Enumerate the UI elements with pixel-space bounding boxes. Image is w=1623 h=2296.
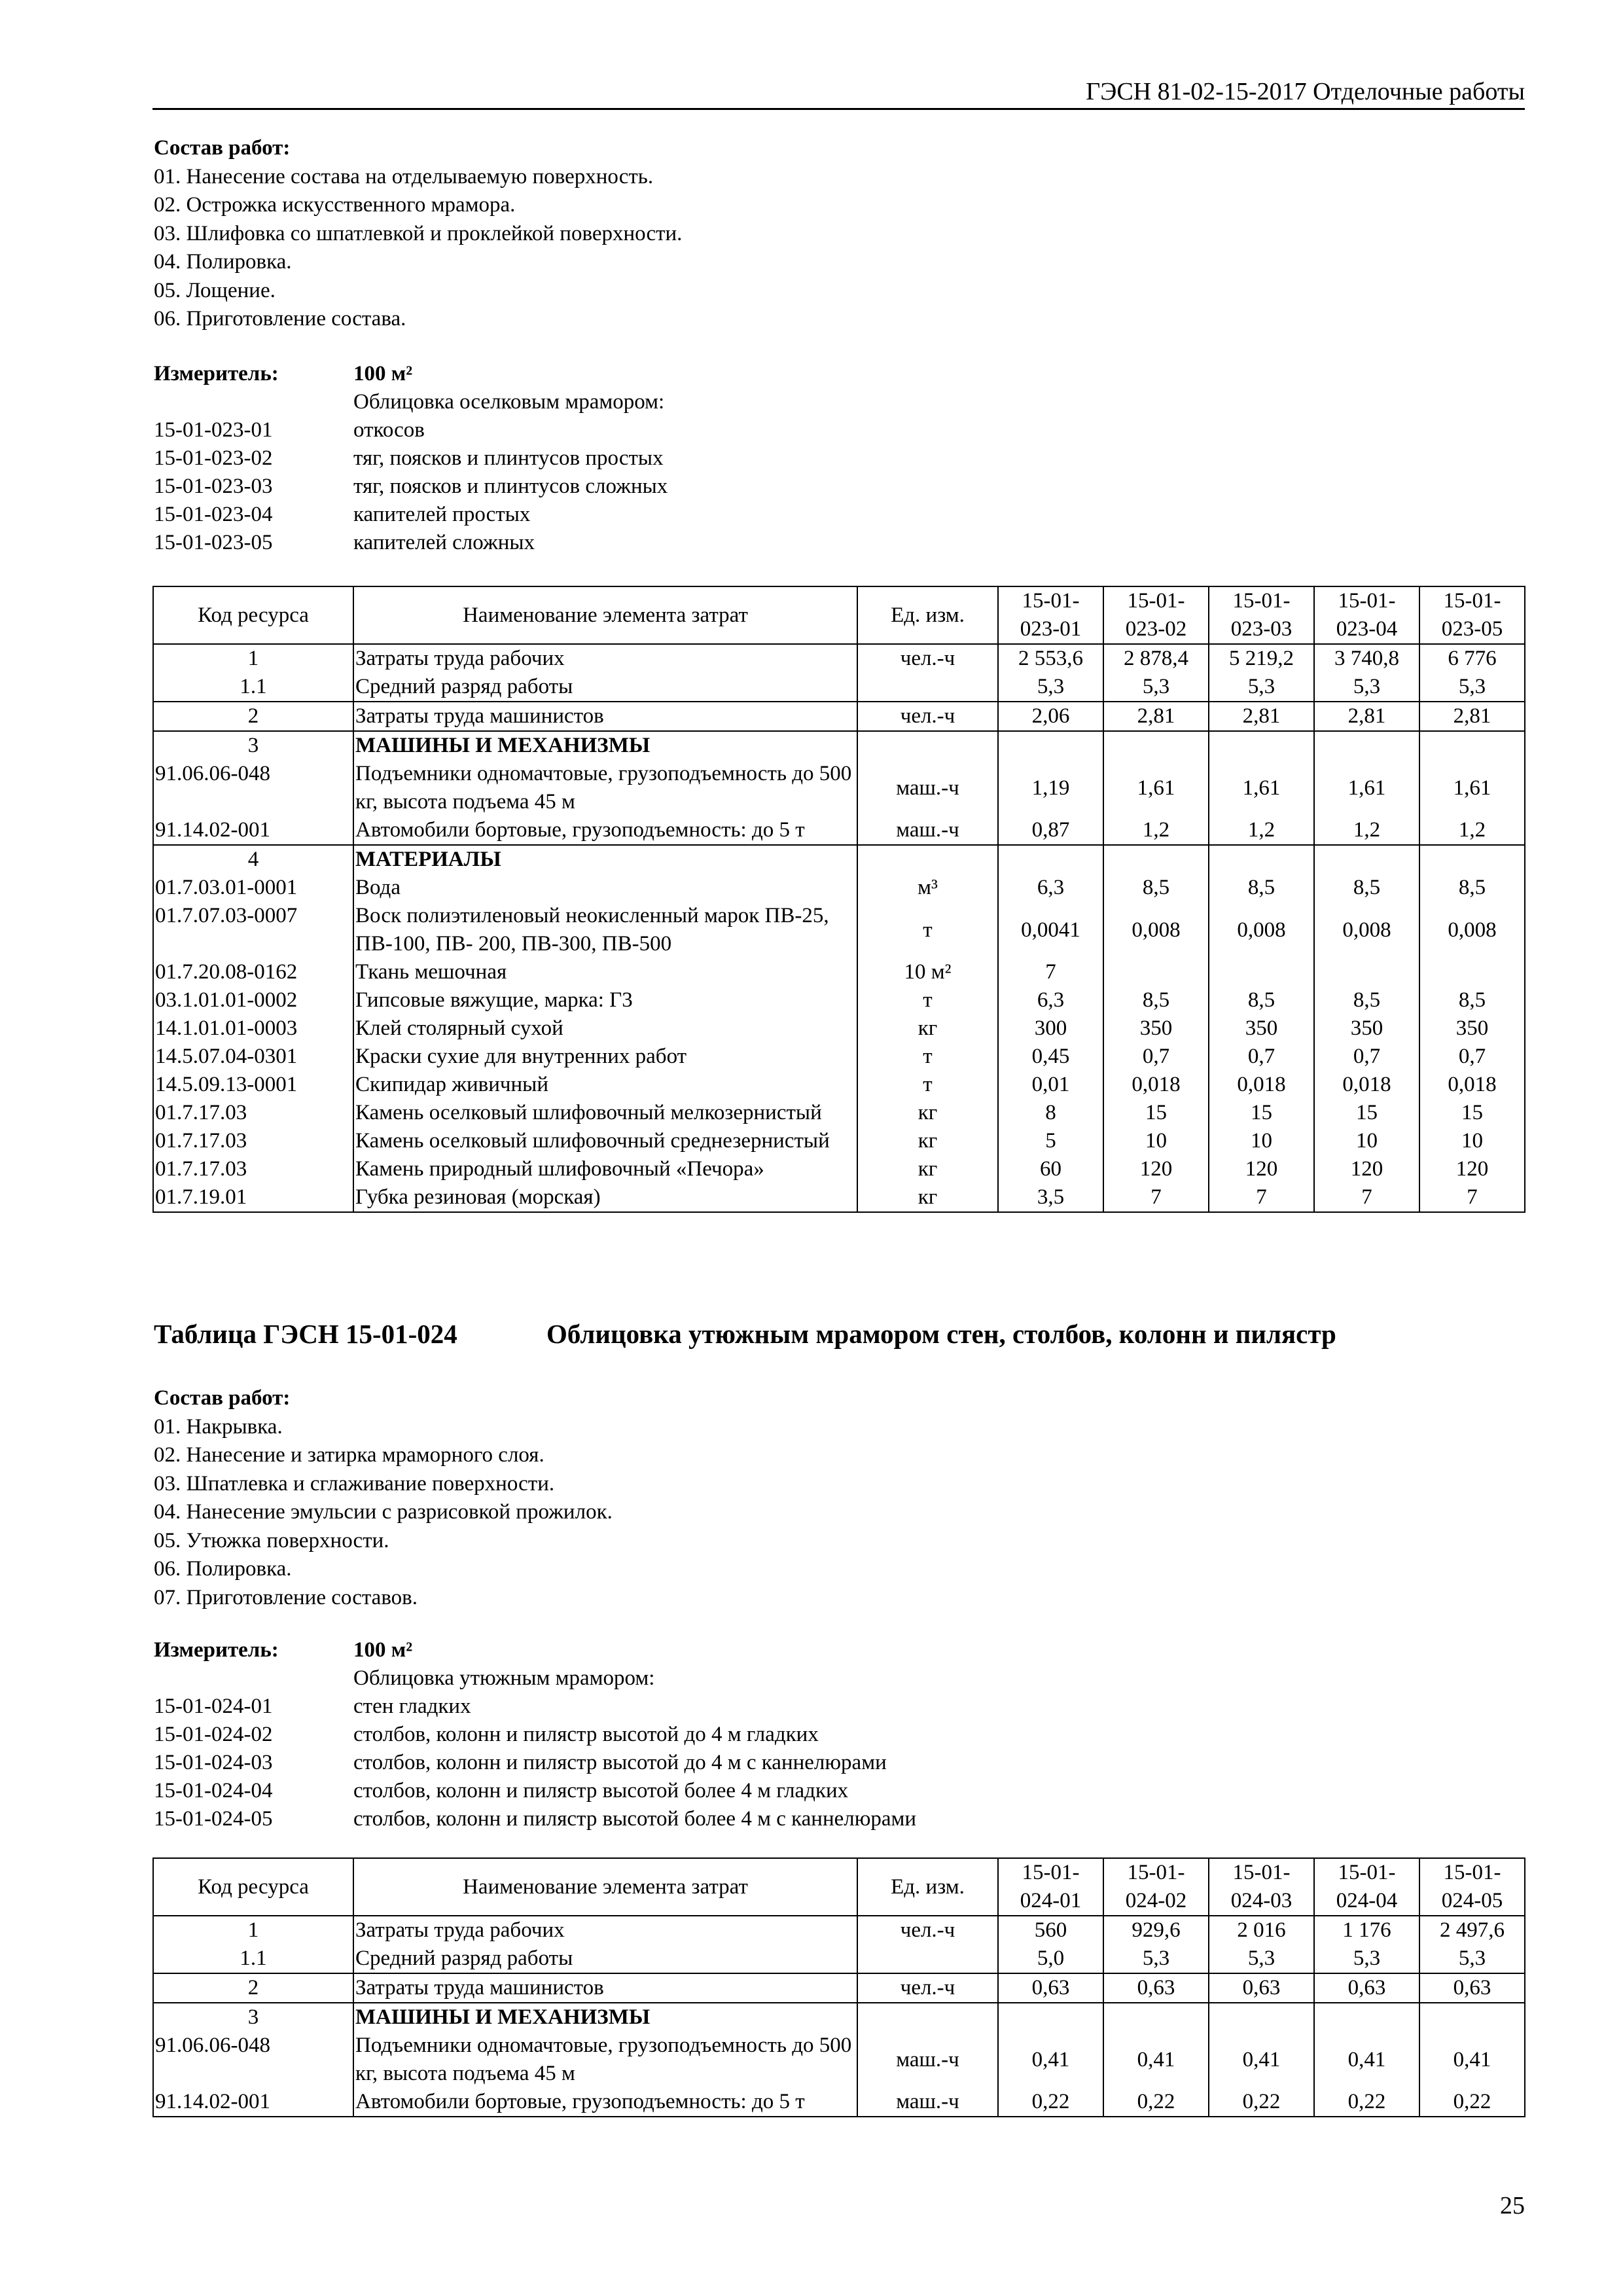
cell-value: 2,06 bbox=[998, 702, 1103, 731]
cell-name: Клей столярный сухой bbox=[353, 1014, 857, 1043]
cell-value bbox=[1314, 731, 1419, 760]
item-code: 15-01-024-04 bbox=[154, 1779, 273, 1803]
work-item: 06. Полировка. bbox=[154, 1557, 292, 1581]
cell-value: 120 bbox=[1314, 1155, 1419, 1183]
cell-value: 0,008 bbox=[1209, 902, 1314, 958]
cell-value bbox=[1419, 731, 1525, 760]
cell-code: 01.7.03.01-0001 bbox=[153, 874, 353, 902]
header-norm: 15-01- 023-01 bbox=[998, 586, 1103, 644]
cell-value: 8,5 bbox=[1314, 986, 1419, 1014]
cell-value bbox=[1419, 958, 1525, 986]
cell-code: 14.1.01.01-0003 bbox=[153, 1014, 353, 1043]
works-list-1 bbox=[154, 134, 682, 334]
cell-value: 1,19 bbox=[998, 760, 1103, 816]
cell-value: 3,5 bbox=[998, 1183, 1103, 1212]
cell-code: 2 bbox=[153, 702, 353, 731]
cell-unit: 10 м² bbox=[857, 958, 998, 986]
cell-value: 120 bbox=[1209, 1155, 1314, 1183]
header-unit: Ед. изм. bbox=[857, 1858, 998, 1916]
cell-value: 2 497,6 bbox=[1419, 1916, 1525, 1945]
cell-value: 2,81 bbox=[1419, 702, 1525, 731]
cell-value: 0,63 bbox=[1209, 1973, 1314, 2003]
cell-value: 6 776 bbox=[1419, 644, 1525, 673]
cell-value: 0,22 bbox=[998, 2088, 1103, 2117]
item-code: 15-01-023-03 bbox=[154, 475, 273, 498]
cell-value bbox=[1209, 2003, 1314, 2032]
cell-value: 5 219,2 bbox=[1209, 644, 1314, 673]
item-code: 15-01-023-01 bbox=[154, 418, 273, 442]
cell-value: 15 bbox=[1209, 1099, 1314, 1127]
header-norm: 15-01- 024-01 bbox=[998, 1858, 1103, 1916]
cell-value: 5,3 bbox=[998, 673, 1103, 702]
cell-name: Вода bbox=[353, 874, 857, 902]
cell-unit: кг bbox=[857, 1099, 998, 1127]
cell-value: 0,008 bbox=[1103, 902, 1209, 958]
cell-unit bbox=[857, 2003, 998, 2032]
cell-code: 01.7.17.03 bbox=[153, 1099, 353, 1127]
item-code: 15-01-024-03 bbox=[154, 1751, 273, 1774]
cell-name: Средний разряд работы bbox=[353, 673, 857, 702]
table-row bbox=[153, 702, 1525, 731]
item-name: столбов, колонн и пилястр высотой до 4 м гладких bbox=[353, 1723, 819, 1746]
cell-value bbox=[1209, 845, 1314, 874]
cell-value: 5,3 bbox=[1419, 673, 1525, 702]
header-name: Наименование элемента затрат bbox=[353, 586, 857, 644]
cell-value: 0,01 bbox=[998, 1071, 1103, 1099]
cell-value: 8,5 bbox=[1419, 874, 1525, 902]
item-name: тяг, поясков и плинтусов сложных bbox=[353, 475, 668, 498]
work-item: 02. Нанесение и затирка мраморного слоя. bbox=[154, 1443, 544, 1467]
cell-value: 8,5 bbox=[1103, 874, 1209, 902]
cell-value: 60 bbox=[998, 1155, 1103, 1183]
cell-value: 7 bbox=[1103, 1183, 1209, 1212]
cell-unit: маш.-ч bbox=[857, 760, 998, 816]
cell-value: 0,87 bbox=[998, 816, 1103, 845]
work-item: 04. Полировка. bbox=[154, 250, 292, 274]
cell-name: Гипсовые вяжущие, марка: Г3 bbox=[353, 986, 857, 1014]
cell-value: 0,7 bbox=[1103, 1043, 1209, 1071]
cell-unit: чел.-ч bbox=[857, 702, 998, 731]
cell-name: Подъемники одномачтовые, грузоподъемность до 500 кг, высота подъема 45 м bbox=[353, 760, 857, 816]
item-name: тяг, поясков и плинтусов простых bbox=[353, 446, 664, 470]
cell-unit: кг bbox=[857, 1183, 998, 1212]
cell-value: 1,61 bbox=[1314, 760, 1419, 816]
cell-value: 0,22 bbox=[1103, 2088, 1209, 2117]
cell-value: 5,3 bbox=[1314, 673, 1419, 702]
cell-value bbox=[1103, 958, 1209, 986]
header-text: ГЭСН 81-02-15-2017 Отделочные работы bbox=[1086, 78, 1525, 105]
work-item: 01. Нанесение состава на отделываемую поверхность. bbox=[154, 164, 654, 188]
cell-name: Подъемники одномачтовые, грузоподъемность до 500 кг, высота подъема 45 м bbox=[353, 2032, 857, 2088]
cell-name: Губка резиновая (морская) bbox=[353, 1183, 857, 1212]
work-item: 03. Шлифовка со шпатлевкой и проклейкой поверхности. bbox=[154, 221, 683, 245]
cell-value: 5,3 bbox=[1209, 673, 1314, 702]
cell-value: 8 bbox=[998, 1099, 1103, 1127]
cell-value: 120 bbox=[1103, 1155, 1209, 1183]
table-row bbox=[153, 1973, 1525, 2003]
cell-value: 0,41 bbox=[1103, 2032, 1209, 2088]
cell-value: 2 016 bbox=[1209, 1916, 1314, 1945]
cell-value: 0,22 bbox=[1419, 2088, 1525, 2117]
cell-value: 15 bbox=[1103, 1099, 1209, 1127]
table-row bbox=[153, 958, 1525, 986]
cell-code: 1.1 bbox=[153, 673, 353, 702]
cell-unit: т bbox=[857, 986, 998, 1014]
cell-value: 10 bbox=[1419, 1127, 1525, 1155]
table-row bbox=[153, 760, 1525, 816]
header-norm: 15-01- 023-04 bbox=[1314, 586, 1419, 644]
cell-value: 0,41 bbox=[998, 2032, 1103, 2088]
cell-name: Краски сухие для внутренних работ bbox=[353, 1043, 857, 1071]
cell-value: 350 bbox=[1314, 1014, 1419, 1043]
cell-value: 3 740,8 bbox=[1314, 644, 1419, 673]
cell-value bbox=[1209, 731, 1314, 760]
cell-value: 0,008 bbox=[1419, 902, 1525, 958]
cell-value: 0,0041 bbox=[998, 902, 1103, 958]
cell-value: 1 176 bbox=[1314, 1916, 1419, 1945]
cell-unit: маш.-ч bbox=[857, 2088, 998, 2117]
item-name: столбов, колонн и пилястр высотой до 4 м с каннелюрами bbox=[353, 1751, 887, 1774]
cell-value: 1,2 bbox=[1419, 816, 1525, 845]
cell-value: 560 bbox=[998, 1916, 1103, 1945]
work-item: 05. Лощение. bbox=[154, 278, 276, 302]
work-item: 07. Приготовление составов. bbox=[154, 1585, 418, 1609]
cell-value bbox=[998, 2003, 1103, 2032]
cell-code: 1.1 bbox=[153, 1945, 353, 1973]
table-row bbox=[153, 1945, 1525, 1973]
table-row bbox=[153, 1183, 1525, 1212]
resources-table-2 bbox=[152, 1857, 1525, 2117]
cell-value: 5,3 bbox=[1209, 1945, 1314, 1973]
cell-value: 350 bbox=[1419, 1014, 1525, 1043]
cell-code: 4 bbox=[153, 845, 353, 874]
cell-value: 7 bbox=[1209, 1183, 1314, 1212]
cell-name: Автомобили бортовые, грузоподъемность: до 5 т bbox=[353, 2088, 857, 2117]
cell-unit: чел.-ч bbox=[857, 1916, 998, 1945]
work-item: 06. Приготовление состава. bbox=[154, 307, 406, 331]
meter-desc: Облицовка оселковым мрамором: bbox=[353, 390, 665, 414]
table-row bbox=[153, 2003, 1525, 2032]
cell-value: 0,7 bbox=[1209, 1043, 1314, 1071]
item-code: 15-01-023-02 bbox=[154, 446, 273, 470]
cell-unit: чел.-ч bbox=[857, 644, 998, 673]
header-name: Наименование элемента затрат bbox=[353, 1858, 857, 1916]
cell-value bbox=[1419, 845, 1525, 874]
cell-code: 91.06.06-048 bbox=[153, 2032, 353, 2088]
cell-value: 1,2 bbox=[1209, 816, 1314, 845]
cell-value: 2,81 bbox=[1314, 702, 1419, 731]
meter-block-2 bbox=[154, 1636, 916, 1833]
table-row bbox=[153, 1014, 1525, 1043]
cell-value: 2 878,4 bbox=[1103, 644, 1209, 673]
works-title: Состав работ: bbox=[154, 136, 291, 160]
cell-name: Затраты труда машинистов bbox=[353, 702, 857, 731]
cell-value bbox=[1103, 731, 1209, 760]
item-code: 15-01-024-02 bbox=[154, 1723, 273, 1746]
cell-value: 1,61 bbox=[1103, 760, 1209, 816]
header-unit: Ед. изм. bbox=[857, 586, 998, 644]
header-norm: 15-01- 023-03 bbox=[1209, 586, 1314, 644]
meter-value: 100 м² bbox=[353, 1638, 413, 1662]
work-item: 01. Накрывка. bbox=[154, 1414, 283, 1439]
cell-value bbox=[1314, 845, 1419, 874]
cell-name: Затраты труда рабочих bbox=[353, 1916, 857, 1945]
cell-code: 01.7.17.03 bbox=[153, 1155, 353, 1183]
cell-code: 91.14.02-001 bbox=[153, 816, 353, 845]
cell-value: 929,6 bbox=[1103, 1916, 1209, 1945]
cell-value: 15 bbox=[1419, 1099, 1525, 1127]
cell-code: 2 bbox=[153, 1973, 353, 2003]
item-code: 15-01-023-05 bbox=[154, 531, 273, 554]
cell-value bbox=[998, 731, 1103, 760]
resources-table-1 bbox=[152, 586, 1525, 1213]
cell-code: 01.7.20.08-0162 bbox=[153, 958, 353, 986]
cell-value: 0,7 bbox=[1419, 1043, 1525, 1071]
cell-unit bbox=[857, 845, 998, 874]
cell-unit bbox=[857, 1945, 998, 1973]
page-number: 25 bbox=[1500, 2192, 1525, 2219]
page-header bbox=[152, 75, 1525, 110]
cell-value: 0,41 bbox=[1209, 2032, 1314, 2088]
cell-value: 10 bbox=[1103, 1127, 1209, 1155]
header-norm: 15-01- 023-02 bbox=[1103, 586, 1209, 644]
cell-value bbox=[1209, 958, 1314, 986]
table-row bbox=[153, 673, 1525, 702]
cell-unit: т bbox=[857, 1043, 998, 1071]
cell-value: 8,5 bbox=[1209, 986, 1314, 1014]
item-name: столбов, колонн и пилястр высотой более 4 м гладких bbox=[353, 1779, 849, 1803]
header-norm: 15-01- 024-02 bbox=[1103, 1858, 1209, 1916]
cell-value: 5,3 bbox=[1103, 1945, 1209, 1973]
item-name: капителей сложных bbox=[353, 531, 535, 554]
cell-name: Камень природный шлифовочный «Печора» bbox=[353, 1155, 857, 1183]
cell-code: 3 bbox=[153, 2003, 353, 2032]
table-row bbox=[153, 845, 1525, 874]
cell-name: Камень оселковый шлифовочный среднезернистый bbox=[353, 1127, 857, 1155]
cell-value: 7 bbox=[1419, 1183, 1525, 1212]
header-norm: 15-01- 024-04 bbox=[1314, 1858, 1419, 1916]
cell-value: 5,3 bbox=[1103, 673, 1209, 702]
table-heading: Облицовка утюжным мрамором стен, столбов, колонн и пилястр bbox=[546, 1319, 1336, 1349]
cell-value: 120 bbox=[1419, 1155, 1525, 1183]
cell-value: 5,3 bbox=[1419, 1945, 1525, 1973]
cell-unit: кг bbox=[857, 1014, 998, 1043]
meter-label: Измеритель: bbox=[154, 1638, 279, 1662]
cell-value: 7 bbox=[998, 958, 1103, 986]
work-item: 05. Утюжка поверхности. bbox=[154, 1528, 389, 1552]
item-name: столбов, колонн и пилястр высотой более 4 м с каннелюрами bbox=[353, 1807, 917, 1831]
cell-value: 0,41 bbox=[1419, 2032, 1525, 2088]
cell-value: 8,5 bbox=[1419, 986, 1525, 1014]
cell-value: 0,018 bbox=[1314, 1071, 1419, 1099]
cell-value: 300 bbox=[998, 1014, 1103, 1043]
table-row bbox=[153, 644, 1525, 673]
cell-name: Средний разряд работы bbox=[353, 1945, 857, 1973]
cell-value: 6,3 bbox=[998, 986, 1103, 1014]
table-row bbox=[153, 2088, 1525, 2117]
cell-value: 0,008 bbox=[1314, 902, 1419, 958]
cell-value: 0,63 bbox=[998, 1973, 1103, 2003]
cell-name: Автомобили бортовые, грузоподъемность: до 5 т bbox=[353, 816, 857, 845]
cell-unit: м³ bbox=[857, 874, 998, 902]
work-item: 02. Острожка искусственного мрамора. bbox=[154, 193, 516, 217]
cell-value: 10 bbox=[1209, 1127, 1314, 1155]
header-norm: 15-01- 023-05 bbox=[1419, 586, 1525, 644]
cell-value: 7 bbox=[1314, 1183, 1419, 1212]
cell-code: 3 bbox=[153, 731, 353, 760]
table-label: Таблица ГЭСН 15-01-024 bbox=[154, 1319, 457, 1349]
header-code: Код ресурса bbox=[153, 586, 353, 644]
header-code: Код ресурса bbox=[153, 1858, 353, 1916]
cell-value: 0,63 bbox=[1103, 1973, 1209, 2003]
cell-value: 6,3 bbox=[998, 874, 1103, 902]
table-row bbox=[153, 731, 1525, 760]
cell-value: 5,3 bbox=[1314, 1945, 1419, 1973]
meter-value: 100 м² bbox=[353, 362, 413, 386]
cell-name: Затраты труда рабочих bbox=[353, 644, 857, 673]
cell-name: Камень оселковый шлифовочный мелкозернистый bbox=[353, 1099, 857, 1127]
cell-value: 5 bbox=[998, 1127, 1103, 1155]
header-norm: 15-01- 024-05 bbox=[1419, 1858, 1525, 1916]
table-row bbox=[153, 1071, 1525, 1099]
cell-value: 1,61 bbox=[1419, 760, 1525, 816]
cell-code: 03.1.01.01-0002 bbox=[153, 986, 353, 1014]
cell-unit: кг bbox=[857, 1127, 998, 1155]
meter-label: Измеритель: bbox=[154, 362, 279, 386]
cell-value: 2 553,6 bbox=[998, 644, 1103, 673]
cell-value: 15 bbox=[1314, 1099, 1419, 1127]
meter-desc: Облицовка утюжным мрамором: bbox=[353, 1666, 655, 1690]
table-row bbox=[153, 902, 1525, 958]
table-row bbox=[153, 986, 1525, 1014]
item-name: откосов bbox=[353, 418, 425, 442]
cell-unit: маш.-ч bbox=[857, 2032, 998, 2088]
cell-code: 1 bbox=[153, 1916, 353, 1945]
cell-code: 01.7.07.03-0007 bbox=[153, 902, 353, 958]
cell-name: МАТЕРИАЛЫ bbox=[353, 845, 857, 874]
cell-code: 01.7.17.03 bbox=[153, 1127, 353, 1155]
cell-code: 01.7.19.01 bbox=[153, 1183, 353, 1212]
table-row bbox=[153, 816, 1525, 845]
table-row bbox=[153, 1043, 1525, 1071]
cell-value: 0,7 bbox=[1314, 1043, 1419, 1071]
cell-value: 8,5 bbox=[1314, 874, 1419, 902]
cell-unit: кг bbox=[857, 1155, 998, 1183]
cell-value bbox=[1103, 2003, 1209, 2032]
cell-value: 0,018 bbox=[1419, 1071, 1525, 1099]
cell-code: 1 bbox=[153, 644, 353, 673]
cell-value: 0,41 bbox=[1314, 2032, 1419, 2088]
meter-block-1 bbox=[154, 360, 668, 557]
cell-value: 1,2 bbox=[1103, 816, 1209, 845]
cell-value bbox=[1419, 2003, 1525, 2032]
table-row bbox=[153, 1127, 1525, 1155]
cell-value: 2,81 bbox=[1209, 702, 1314, 731]
works-title: Состав работ: bbox=[154, 1386, 291, 1410]
cell-code: 91.14.02-001 bbox=[153, 2088, 353, 2117]
cell-value: 0,63 bbox=[1419, 1973, 1525, 2003]
table-row bbox=[153, 874, 1525, 902]
cell-unit: маш.-ч bbox=[857, 816, 998, 845]
cell-value: 5,0 bbox=[998, 1945, 1103, 1973]
work-item: 03. Шпатлевка и сглаживание поверхности. bbox=[154, 1471, 555, 1496]
works-list-2 bbox=[154, 1384, 613, 1612]
cell-name: МАШИНЫ И МЕХАНИЗМЫ bbox=[353, 731, 857, 760]
cell-unit: т bbox=[857, 1071, 998, 1099]
table-row bbox=[153, 1916, 1525, 1945]
cell-value: 8,5 bbox=[1103, 986, 1209, 1014]
header-norm: 15-01- 024-03 bbox=[1209, 1858, 1314, 1916]
cell-code: 14.5.09.13-0001 bbox=[153, 1071, 353, 1099]
cell-unit bbox=[857, 673, 998, 702]
item-name: стен гладких bbox=[353, 1695, 471, 1718]
cell-value: 0,63 bbox=[1314, 1973, 1419, 2003]
cell-name: МАШИНЫ И МЕХАНИЗМЫ bbox=[353, 2003, 857, 2032]
cell-value: 10 bbox=[1314, 1127, 1419, 1155]
table-row bbox=[153, 2032, 1525, 2088]
cell-unit: т bbox=[857, 902, 998, 958]
table-title bbox=[154, 1316, 1336, 1352]
table-row bbox=[153, 1155, 1525, 1183]
cell-value: 0,018 bbox=[1209, 1071, 1314, 1099]
cell-name: Скипидар живичный bbox=[353, 1071, 857, 1099]
cell-value: 0,22 bbox=[1314, 2088, 1419, 2117]
cell-code: 14.5.07.04-0301 bbox=[153, 1043, 353, 1071]
cell-name: Затраты труда машинистов bbox=[353, 1973, 857, 2003]
cell-value: 8,5 bbox=[1209, 874, 1314, 902]
cell-name: Ткань мешочная bbox=[353, 958, 857, 986]
item-code: 15-01-024-01 bbox=[154, 1695, 273, 1718]
cell-value: 0,45 bbox=[998, 1043, 1103, 1071]
item-name: капителей простых bbox=[353, 503, 531, 526]
work-item: 04. Нанесение эмульсии с разрисовкой прожилок. bbox=[154, 1500, 613, 1524]
cell-code: 91.06.06-048 bbox=[153, 760, 353, 816]
cell-value: 1,61 bbox=[1209, 760, 1314, 816]
cell-value: 0,018 bbox=[1103, 1071, 1209, 1099]
cell-value: 350 bbox=[1103, 1014, 1209, 1043]
cell-unit bbox=[857, 731, 998, 760]
item-code: 15-01-024-05 bbox=[154, 1807, 273, 1831]
item-code: 15-01-023-04 bbox=[154, 503, 273, 526]
cell-value bbox=[1314, 958, 1419, 986]
cell-value bbox=[998, 845, 1103, 874]
cell-value: 1,2 bbox=[1314, 816, 1419, 845]
cell-value bbox=[1103, 845, 1209, 874]
cell-value bbox=[1314, 2003, 1419, 2032]
cell-unit: чел.-ч bbox=[857, 1973, 998, 2003]
cell-value: 0,22 bbox=[1209, 2088, 1314, 2117]
cell-name: Воск полиэтиленовый неокисленный марок ПВ-25, ПВ-100, ПВ- 200, ПВ-300, ПВ-500 bbox=[353, 902, 857, 958]
cell-value: 2,81 bbox=[1103, 702, 1209, 731]
cell-value: 350 bbox=[1209, 1014, 1314, 1043]
table-row bbox=[153, 1099, 1525, 1127]
